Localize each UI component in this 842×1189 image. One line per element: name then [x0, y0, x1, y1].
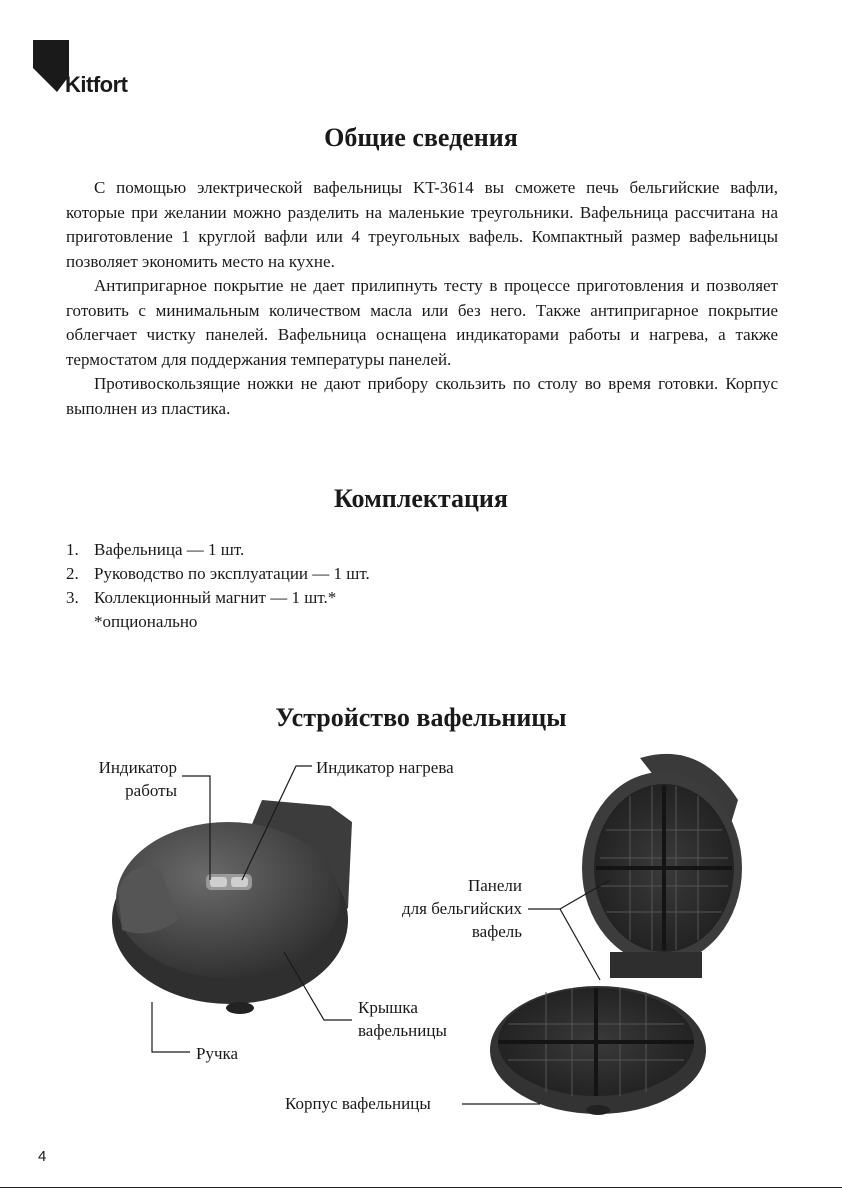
kitfort-logo	[33, 40, 153, 100]
list-item-text: Руководство по эксплуатации — 1 шт.	[94, 564, 370, 583]
list-item-text: Коллекционный магнит — 1 шт.*	[94, 588, 337, 607]
label-body: Корпус вафельницы	[285, 1094, 431, 1113]
closed-waffle-maker	[112, 800, 352, 1014]
list-item	[66, 538, 566, 562]
label-line: работы	[125, 781, 177, 800]
brand-name: Kitfort	[65, 72, 128, 97]
section-title-general: Общие сведения	[324, 123, 518, 152]
general-text	[66, 176, 778, 421]
label-line: для бельгийских	[402, 899, 522, 918]
label-heat-indicator: Индикатор нагрева	[316, 758, 454, 777]
kitfort-logo-mark-icon	[33, 40, 69, 92]
paragraph: С помощью электрической вафельницы KT-3614 вы сможете печь бельгийские вафли, которые при желании можно разделить на маленькие треугольники. Вафельница рассчитана на приготовление 1 круглой вафли или 4 треугольных вафель. Компактный размер вафельницы позволяет экономить место на кухне.	[66, 178, 778, 271]
bottom-rule	[0, 1187, 842, 1188]
section-title-device: Устройство вафельницы	[275, 703, 567, 732]
list-item	[66, 562, 566, 586]
list-item	[66, 586, 566, 610]
label-lid	[358, 996, 447, 1042]
label-line: Индикатор	[98, 758, 177, 777]
list-item-text: Вафельница — 1 шт.	[94, 540, 245, 559]
list-item-number: 1.	[66, 540, 79, 559]
kit-list	[66, 538, 566, 610]
open-waffle-maker	[490, 754, 742, 1115]
label-handle: Ручка	[196, 1044, 239, 1063]
label-line: Крышка	[358, 998, 418, 1017]
list-item-number: 2.	[66, 564, 79, 583]
kit-note: *опционально	[94, 612, 198, 631]
label-line: вафель	[471, 922, 522, 941]
paragraph: Противоскользящие ножки не дают прибору скользить по столу во время готовки. Корпус выполнен из пластика.	[66, 374, 778, 418]
label-power-indicator	[99, 756, 177, 802]
section-title-kit: Комплектация	[334, 484, 508, 513]
list-item-number: 3.	[66, 588, 79, 607]
label-line: вафельницы	[358, 1021, 447, 1040]
label-waffle-panels	[402, 874, 522, 943]
label-line: Панели	[467, 876, 522, 895]
device-diagram	[0, 740, 842, 1140]
paragraph: Антипригарное покрытие не дает прилипнуть тесту в процессе приготовления и позволяет готовить с минимальным количеством масла или без него. Также антипригарное покрытие облегчает чистку панелей. Вафельница оснащена индикаторами работы и нагрева, а также термостатом для поддержания температуры панелей.	[66, 276, 778, 369]
page-number: 4	[38, 1148, 47, 1165]
